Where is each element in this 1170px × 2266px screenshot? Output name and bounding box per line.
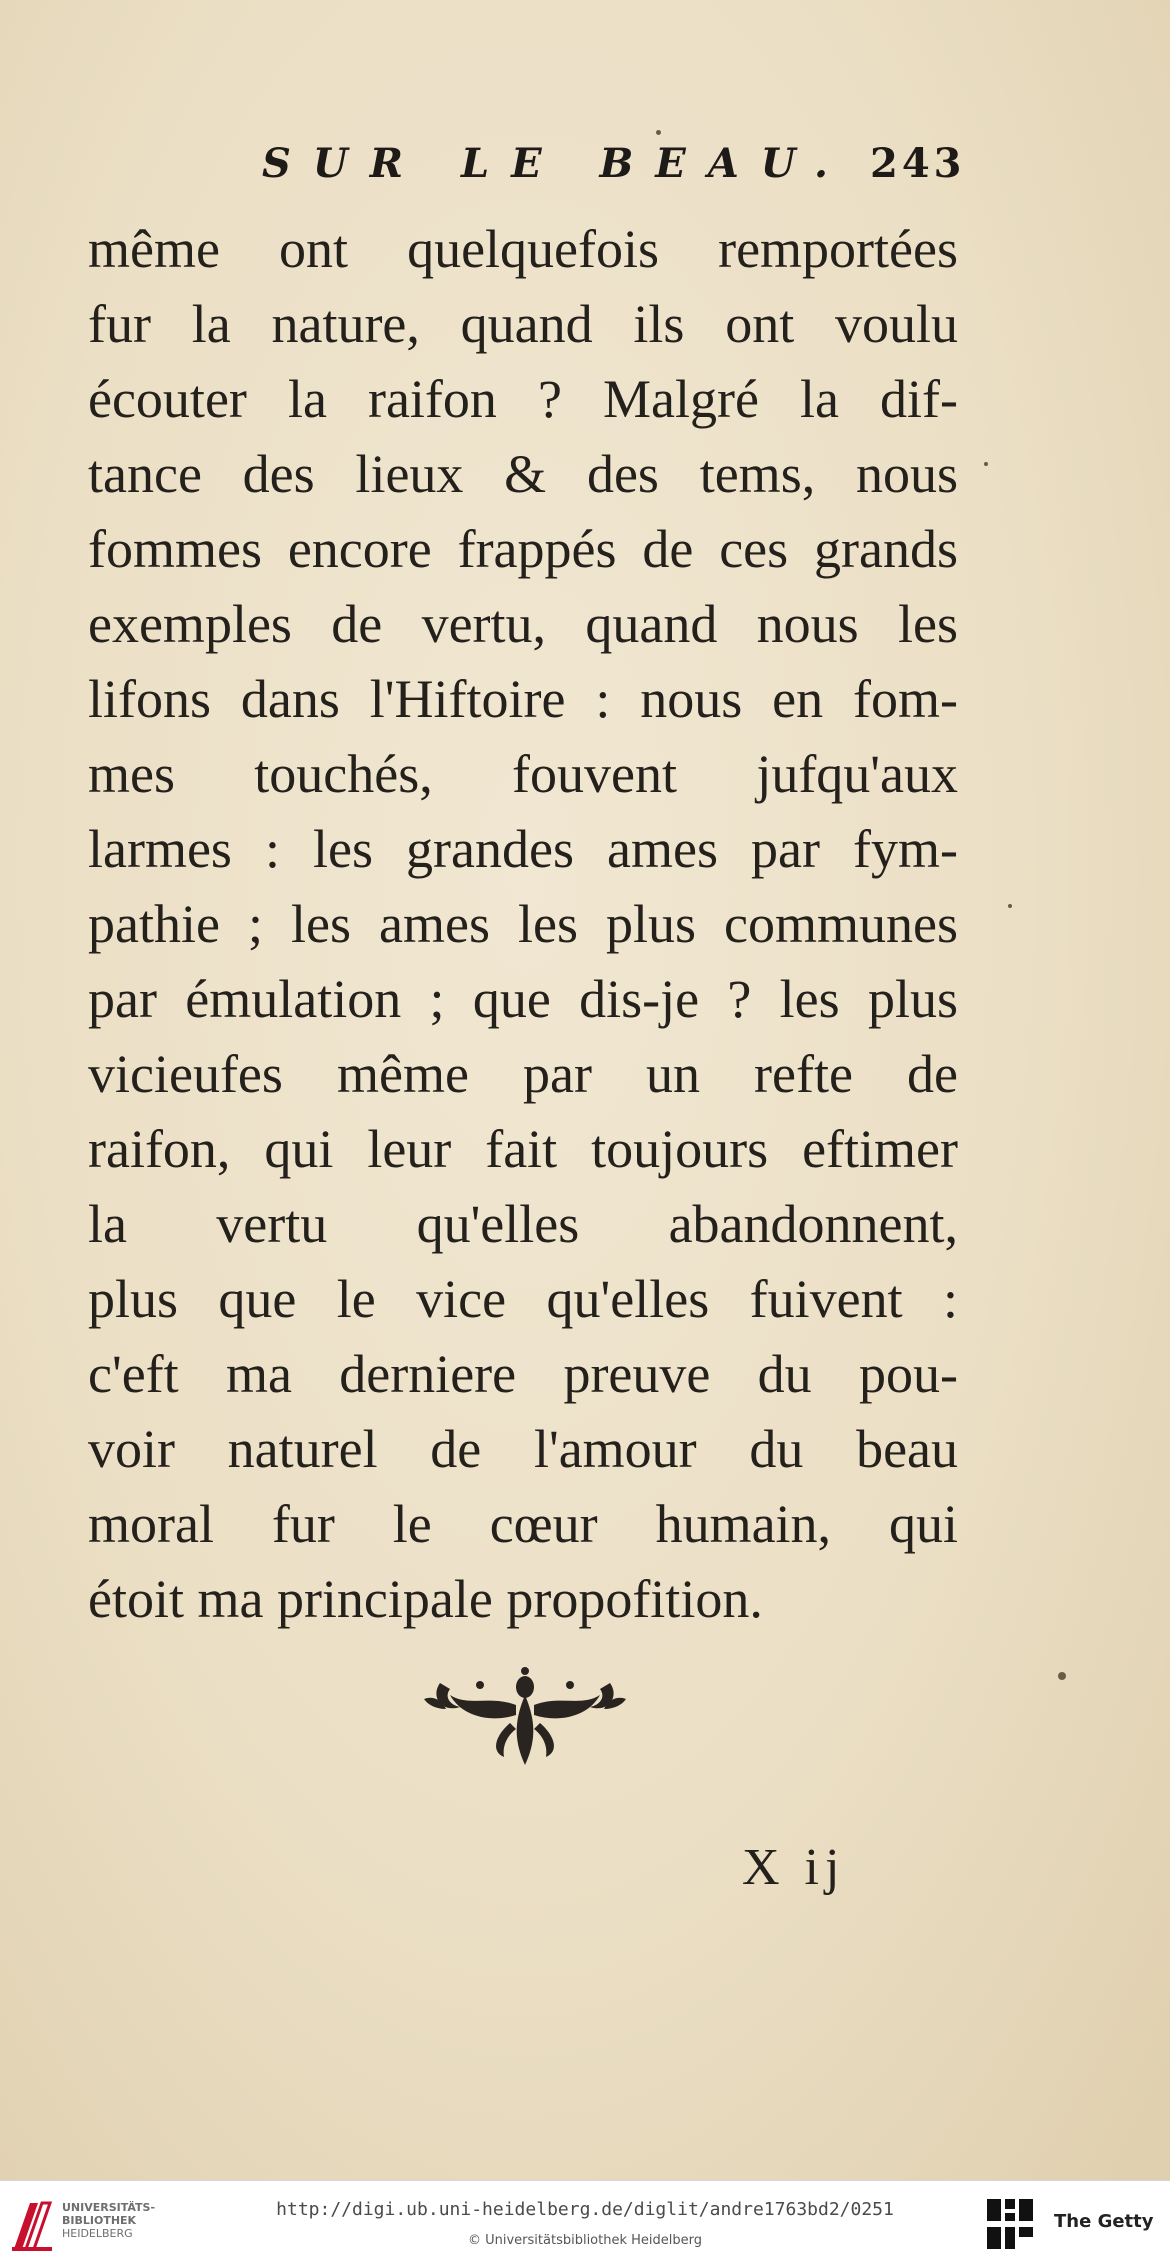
text-line: étoit ma principale propofition. bbox=[88, 1569, 763, 1629]
text-line: pathie ; les ames les plus communes bbox=[88, 894, 958, 954]
page-number: 243 bbox=[870, 140, 966, 187]
text-line: même ont quelquefois remportées bbox=[88, 219, 958, 279]
text-line: plus que le vice qu'elles fuivent : bbox=[88, 1269, 958, 1329]
text-line: raifon, qui leur fait toujours eftimer bbox=[88, 1119, 958, 1179]
text-line: larmes : les grandes ames par fym- bbox=[88, 819, 958, 879]
paper-speck bbox=[984, 462, 988, 466]
fleuron-ornament-icon bbox=[420, 1665, 630, 1775]
permalink-url[interactable]: http://digi.ub.uni-heidelberg.de/diglit/andre1763bd2/0251 bbox=[276, 2199, 894, 2220]
text-line: fur la nature, quand ils ont voulu bbox=[88, 294, 958, 354]
paper-speck bbox=[1058, 1672, 1066, 1680]
text-line: tance des lieux & des tems, nous bbox=[88, 444, 958, 504]
paper-speck bbox=[656, 130, 661, 135]
text-line: fommes encore frappés de ces grands bbox=[88, 519, 958, 579]
text-line: mes touchés, fouvent jufqu'aux bbox=[88, 744, 958, 804]
text-line: voir naturel de l'amour du beau bbox=[88, 1419, 958, 1479]
library-name-line: UNIVERSITÄTS- bbox=[62, 2201, 156, 2214]
text-line: lifons dans l'Hiftoire : nous en fom- bbox=[88, 669, 958, 729]
text-line: c'eft ma derniere preuve du pou- bbox=[88, 1344, 958, 1404]
running-head bbox=[262, 140, 966, 210]
text-line: par émulation ; que dis-je ? les plus bbox=[88, 969, 958, 1029]
signature-mark: X ij bbox=[742, 1839, 846, 1896]
viewer-footer bbox=[0, 2180, 1170, 2266]
text-line: écouter la raifon ? Malgré la dif- bbox=[88, 369, 958, 429]
library-name-line: BIBLIOTHEK bbox=[62, 2214, 137, 2227]
copyright-notice: © Universitätsbibliothek Heidelberg bbox=[467, 2233, 702, 2248]
text-line: la vertu qu'elles abandonnent, bbox=[88, 1194, 958, 1254]
library-city: HEIDELBERG bbox=[62, 2227, 133, 2240]
text-line: exemples de vertu, quand nous les bbox=[88, 594, 958, 654]
running-head-title: SUR LE BEAU. bbox=[262, 140, 850, 187]
text-line: moral fur le cœur humain, qui bbox=[88, 1494, 958, 1554]
paper-speck bbox=[1008, 904, 1012, 908]
text-line: vicieufes même par un refte de bbox=[88, 1044, 958, 1104]
getty-logo-icon bbox=[985, 2195, 1035, 2253]
getty-name: The Getty bbox=[1054, 2211, 1154, 2232]
body-text bbox=[88, 212, 958, 1637]
